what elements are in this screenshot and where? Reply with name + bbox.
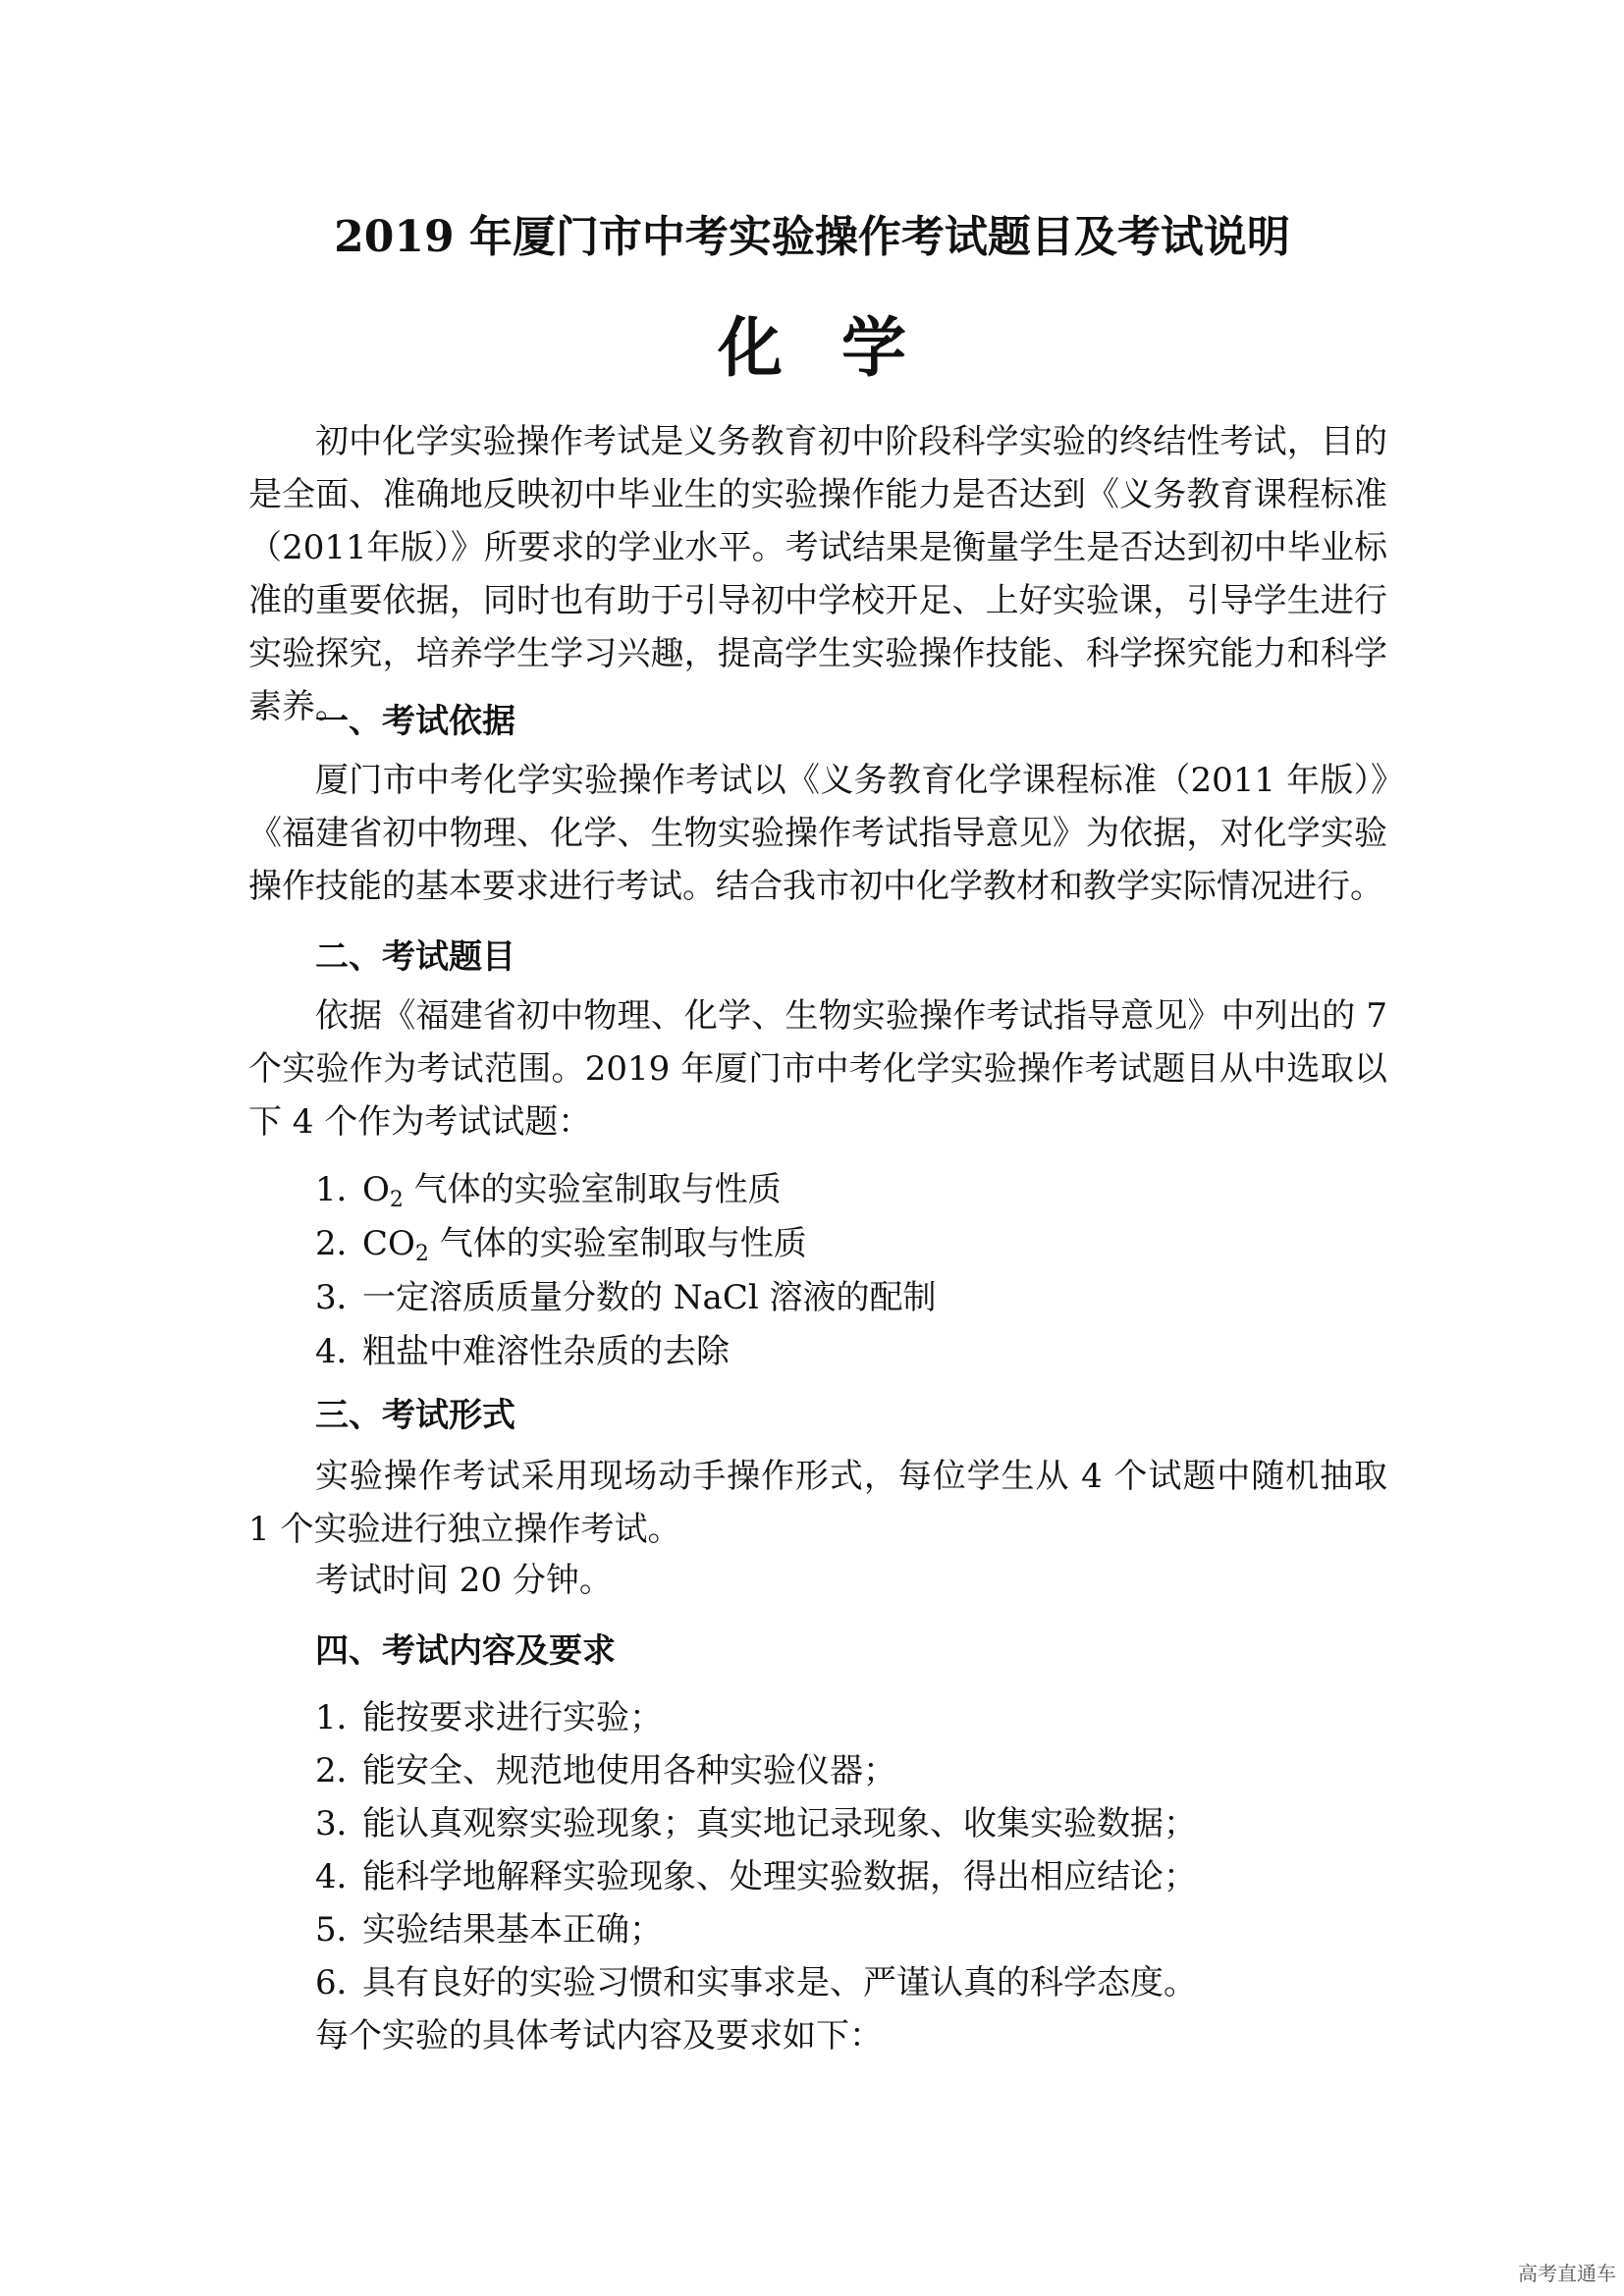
requirement-text: 能认真观察实验现象；真实地记录现象、收集实验数据； <box>362 1804 1197 1843</box>
requirement-item <box>315 1905 663 1954</box>
page-title: 2019 年厦门市中考实验操作考试题目及考试说明 <box>334 212 1290 262</box>
requirement-number: 5． <box>315 1910 370 1949</box>
topic-item <box>315 1273 937 1322</box>
topic-text: 一定溶质质量分数的 NaCl 溶液的配制 <box>362 1278 937 1317</box>
formula-text: O <box>362 1170 390 1209</box>
requirement-item <box>315 1852 1197 1901</box>
topic-text: 气体的实验室制取与性质 <box>428 1224 807 1263</box>
requirement-number: 1． <box>315 1698 370 1737</box>
section-heading-format: 三、考试形式 <box>315 1396 515 1435</box>
topic-number: 3． <box>315 1278 370 1317</box>
intro-paragraph: 初中化学实验操作考试是义务教育初中阶段科学实验的终结性考试，目的是全面、准确地反映初中毕业生的实验操作能力是否达到《义务教育课程标准（2011年版）》所要求的学业水平。考试结果是衡量学生是否达到初中毕业标准的重要依据，同时也有助于引导初中学校开足、上好实验课，引导学生进行实验探究，培养学生学习兴趣，提高学生实验操作技能、科学探究能力和科学素养。 <box>248 422 1387 726</box>
section-heading-requirements: 四、考试内容及要求 <box>315 1631 616 1671</box>
requirement-text: 实验结果基本正确； <box>362 1910 663 1949</box>
watermark-text: 高考直通车 <box>1518 2262 1616 2285</box>
topic-item <box>315 1327 730 1376</box>
section-heading-topics: 二、考试题目 <box>315 937 515 977</box>
formula-subscript: 2 <box>414 1242 429 1266</box>
requirement-text: 能科学地解释实验现象、处理实验数据，得出相应结论； <box>362 1857 1197 1896</box>
section-text-basis: 厦门市中考化学实验操作考试以《义务教育化学课程标准（2011 年版）》《福建省初中物理、化学、生物实验操作考试指导意见》为依据，对化学实验操作技能的基本要求进行考试。结合我市初中化学教材和教学实际情况进行。 <box>248 761 1387 906</box>
requirement-number: 2． <box>315 1751 370 1790</box>
topic-text: 气体的实验室制取与性质 <box>403 1170 782 1209</box>
requirement-text: 能安全、规范地使用各种实验仪器； <box>362 1751 896 1790</box>
formula-subscript: 2 <box>389 1188 404 1212</box>
section-text-topics: 依据《福建省初中物理、化学、生物实验操作考试指导意见》中列出的 7 个实验作为考试范围。2019 年厦门市中考化学实验操作考试题目从中选取以下 4 个作为考试试题： <box>248 996 1387 1142</box>
exam-duration-text: 考试时间 20 分钟。 <box>315 1561 613 1600</box>
formula-text: CO <box>362 1224 415 1263</box>
requirement-text: 具有良好的实验习惯和实事求是、严谨认真的科学态度。 <box>362 1963 1197 2002</box>
topic-text: 粗盐中难溶性杂质的去除 <box>362 1332 730 1371</box>
requirement-item <box>315 1958 1197 2007</box>
topic-number: 4． <box>315 1332 370 1371</box>
topic-number: 1． <box>315 1170 370 1209</box>
requirement-number: 6． <box>315 1963 370 2002</box>
requirement-number: 4． <box>315 1857 370 1896</box>
section-text-format: 实验操作考试采用现场动手操作形式，每位学生从 4 个试题中随机抽取 1 个实验进行独立操作考试。 <box>248 1457 1387 1549</box>
topic-number: 2． <box>315 1224 370 1263</box>
topic-item <box>315 1165 782 1214</box>
requirement-text: 能按要求进行实验； <box>362 1698 663 1737</box>
requirement-item <box>315 1799 1197 1848</box>
closing-line: 每个实验的具体考试内容及要求如下： <box>315 2016 883 2056</box>
section-heading-basis: 一、考试依据 <box>315 702 515 741</box>
requirement-number: 3． <box>315 1804 370 1843</box>
subject-heading: 化学 <box>718 309 965 386</box>
requirement-item <box>315 1693 663 1742</box>
requirement-item <box>315 1746 896 1795</box>
topic-item <box>315 1219 807 1268</box>
